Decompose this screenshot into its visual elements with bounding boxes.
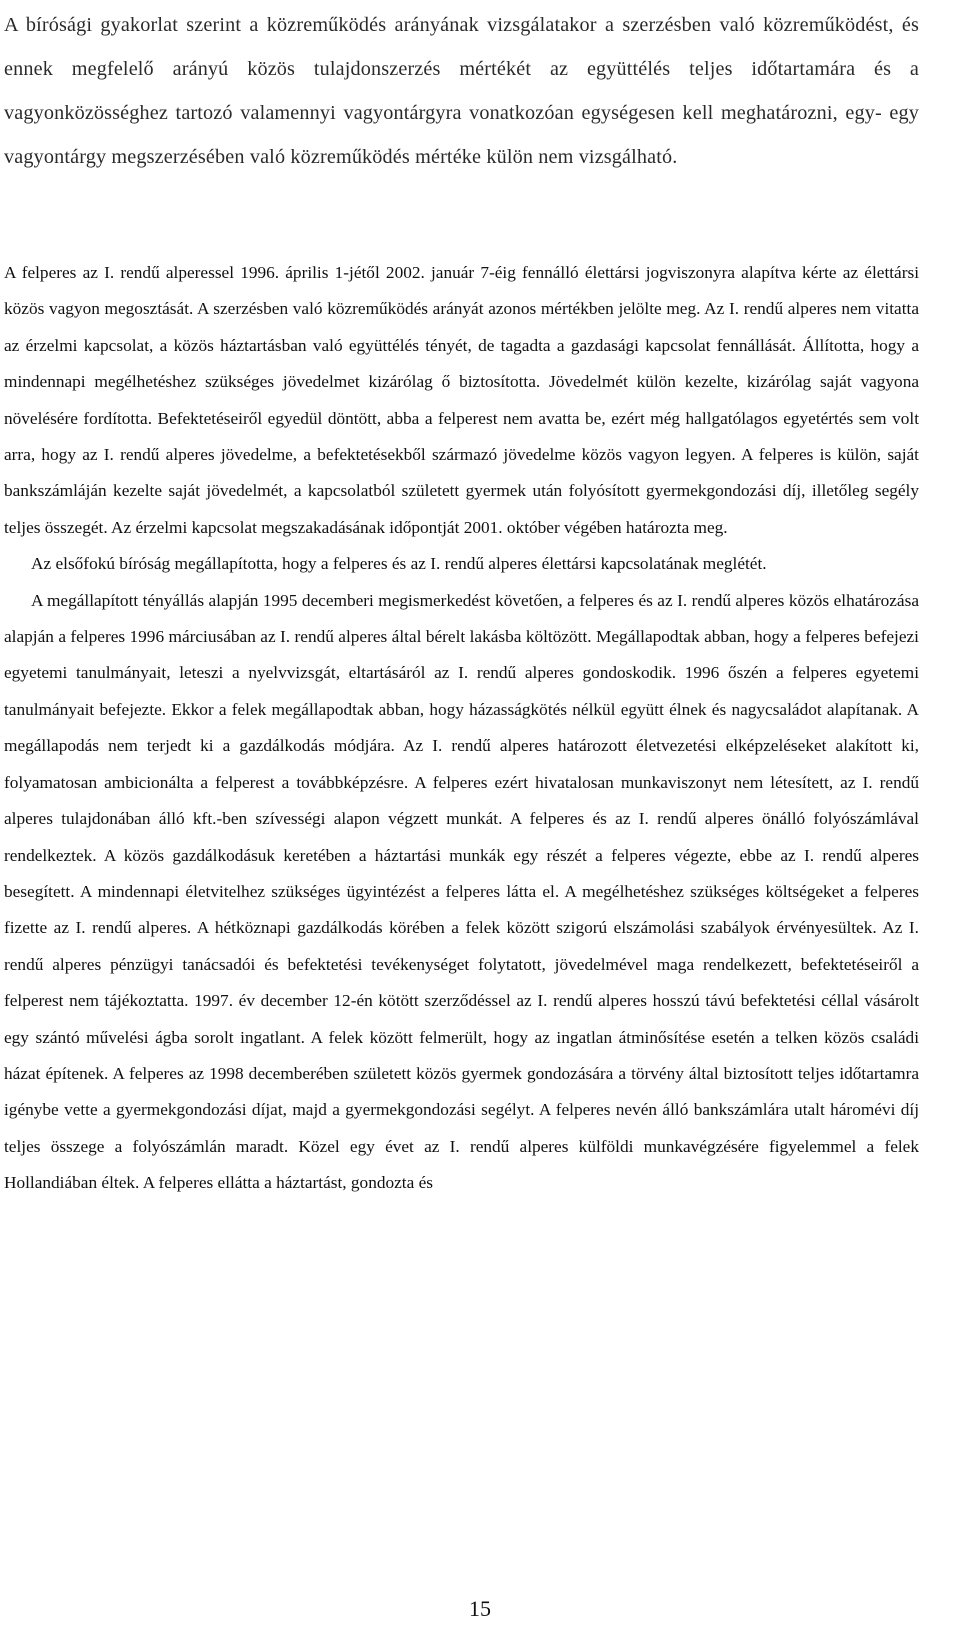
headnote-paragraph: A bírósági gyakorlat szerint a közreműködés arányának vizsgálatakor a szerzésben való közreműködést, és ennek megfelelő arányú közös tulajdonszerzés mértékét az együttélés teljes időtartamára és a vagyonközösséghez tartozó valamennyi vagyontárgyra vonatkozóan egységesen kell meghatározni, egy- egy vagyontárgy megszerzésében való közreműködés mértéke külön nem vizsgálható.	[4, 14, 919, 168]
page-number: 15	[469, 1596, 491, 1621]
body-text	[4, 255, 919, 1202]
paragraph-3: A megállapított tényállás alapján 1995 decemberi megismerkedést követően, a felperes és az I. rendű alperes közös elhatározása alapján a felperes 1996 márciusában az I. rendű alperes által bérelt lakásba költözött. Megállapodtak abban, hogy a felperes befejezi egyetemi tanulmányait, leteszi a nyelvvizsgát, eltartásáról az I. rendű alperes gondoskodik. 1996 őszén a felperes egyetemi tanulmányait befejezte. Ekkor a felek megállapodtak abban, hogy házasságkötés nélkül együtt élnek és nagycsaládot alapítanak. A megállapodás nem terjedt ki a gazdálkodás módjára. Az I. rendű alperes határozott életvezetési elképzeléseket alakított ki, folyamatosan ambicionálta a felperest a továbbképzésre. A felperes ezért hivatalosan munkaviszonyt nem létesített, az I. rendű alperes tulajdonában álló kft.-ben szívességi alapon végzett munkát. A felperes és az I. rendű alperes önálló folyószámlával rendelkeztek. A közös gazdálkodásuk keretében a háztartási munkák egy részét a felperes végezte, ebbe az I. rendű alperes besegített. A mindennapi életvitelhez szükséges ügyintézést a felperes látta el. A megélhetéshez szükséges költségeket a felperes fizette az I. rendű alperes. A hétköznapi gazdálkodás körében a felek között szigorú elszámolási szabályok érvényesültek. Az I. rendű alperes pénzügyi tanácsadói és befektetési tevékenységet folytatott, jövedelmével maga rendelkezett, befektetéseiről a felperest nem tájékoztatta. 1997. év december 12-én kötött szerződéssel az I. rendű alperes hosszú távú befektetési céllal vásárolt egy szántó művelési ágba sorolt ingatlant. A felek között felmerült, hogy az ingatlan átminősítése esetén a telken közös családi házat építenek. A felperes az 1998 decemberében született közös gyermek gondozására a törvény által biztosított teljes időtartamra igénybe vette a gyermekgondozási díjat, majd a gyermekgondozási segélyt. A felperes nevén álló bankszámlára utalt háromévi díj teljes összege a folyószámlán maradt. Közel egy évet az I. rendű alperes külföldi munkavégzésére figyelemmel a felek Hollandiában éltek. A felperes ellátta a háztartást, gondozta és	[4, 590, 919, 1193]
paragraph-2: Az elsőfokú bíróság megállapította, hogy a felperes és az I. rendű alperes élettársi kapcsolatának meglétét.	[31, 554, 767, 574]
paragraph-1: A felperes az I. rendű alperessel 1996. április 1-jétől 2002. január 7-éig fennálló élettársi jogviszonyra alapítva kérte az élettársi közös vagyon megosztását. A szerzésben való közreműködés arányát azonos mértékben jelölte meg. Az I. rendű alperes nem vitatta az érzelmi kapcsolat, a közös háztartásban való együttélés tényét, de tagadta a gazdasági kapcsolat fennállását. Állította, hogy a mindennapi megélhetéshez szükséges jövedelmet kizárólag ő biztosította. Jövedelmét külön kezelte, kizárólag saját vagyona növelésére fordította. Befektetéseiről egyedül döntött, abba a felperest nem avatta be, ezért még hallgatólagos egyetértés sem volt arra, hogy az I. rendű alperes jövedelme, a befektetésekből származó jövedelme közös vagyon legyen. A felperes is külön, saját bankszámláján kezelte saját jövedelmét, a kapcsolatból született gyermek után folyósított gyermekgondozási díj, illetőleg segély teljes összegét. Az érzelmi kapcsolat megszakadásának időpontját 2001. október végében határozta meg.	[4, 263, 919, 537]
